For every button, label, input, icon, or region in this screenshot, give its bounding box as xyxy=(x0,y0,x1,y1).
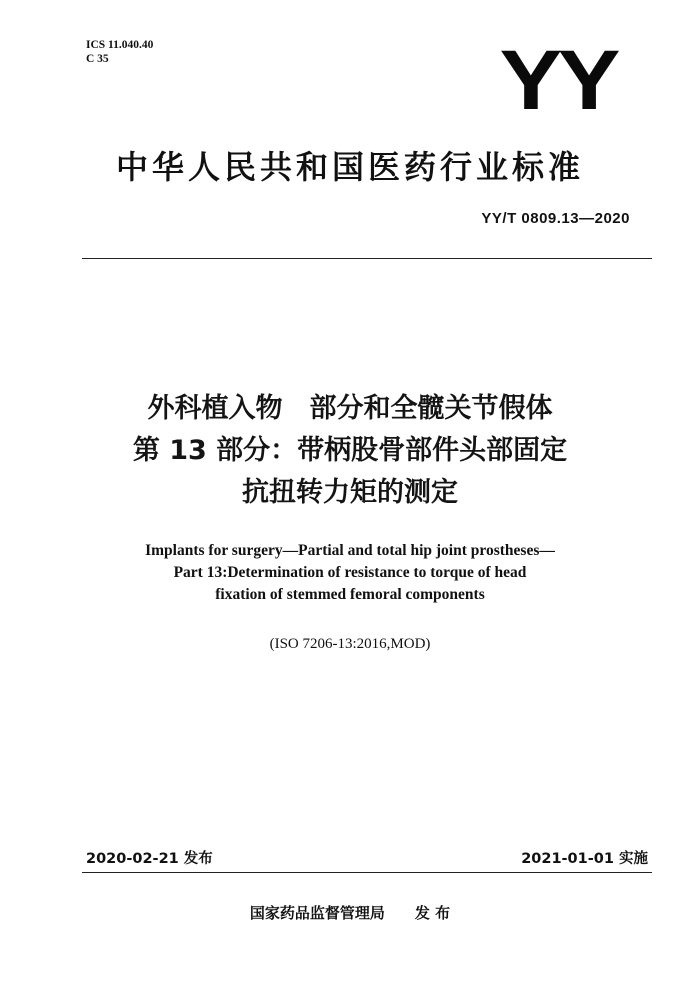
chinese-title-line-2: 第 13 部分：带柄股骨部件头部固定 xyxy=(132,435,568,466)
ccs-code: C 35 xyxy=(86,53,109,65)
organization-title: 中华人民共和国医药行业标准 xyxy=(115,148,584,186)
english-title xyxy=(0,540,700,606)
english-title-line-3: fixation of stemmed femoral components xyxy=(215,586,485,603)
ics-code: ICS 11.040.40 xyxy=(86,39,154,51)
classification-codes xyxy=(86,38,153,66)
chinese-title-line-1: 外科植入物 部分和全髋关节假体 xyxy=(147,393,553,424)
bottom-divider xyxy=(82,872,652,873)
yy-logo: YY xyxy=(499,33,616,127)
chinese-title-line-3: 抗扭转力矩的测定 xyxy=(242,477,458,508)
chinese-title xyxy=(0,388,700,514)
issue-date: 2020-02-21 发布 xyxy=(86,851,213,867)
english-title-line-2: Part 13:Determination of resistance to torque of head xyxy=(173,564,527,581)
issuing-authority: 国家药品监督管理局 发 布 xyxy=(249,904,451,922)
top-divider xyxy=(82,258,652,259)
english-title-line-1: Implants for surgery—Partial and total hip joint prostheses— xyxy=(145,542,555,559)
iso-reference: (ISO 7206-13:2016,MOD) xyxy=(269,636,431,652)
standard-number: YY/T 0809.13—2020 xyxy=(481,210,630,227)
implementation-date: 2021-01-01 实施 xyxy=(521,851,648,867)
